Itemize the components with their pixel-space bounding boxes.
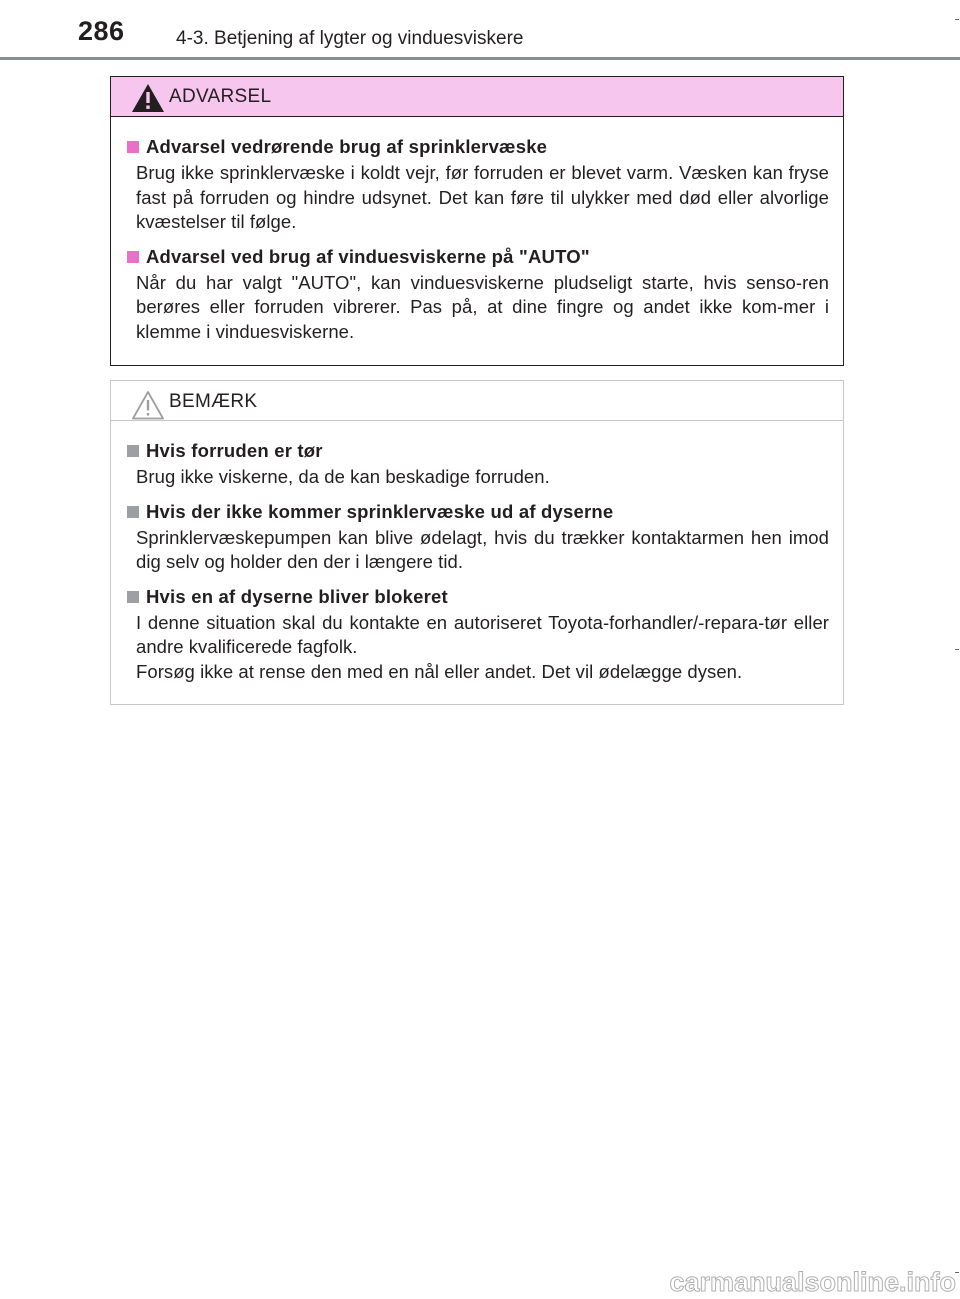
crop-mark [955,19,959,20]
notice-item-title-text: Hvis forruden er tør [146,440,323,461]
warning-item-text: Brug ikke sprinklervæske i koldt vejr, før forruden er blevet varm. Væsken kan fryse fast på forruden og hindre udsynet. Det kan føre til ulykker med død eller alvorlige kvæstelser til følge. [136,162,829,232]
warning-header [111,77,843,117]
notice-item [127,439,829,490]
page-number: 286 [78,16,125,46]
bullet-square-icon [127,506,139,518]
warning-triangle-icon [131,83,165,113]
header-rule [0,57,960,60]
bullet-square-icon [127,141,139,153]
bullet-square-icon [127,445,139,457]
warning-label: ADVARSEL [169,86,272,107]
notice-item [127,500,829,575]
notice-item-text: Brug ikke viskerne, da de kan beskadige forruden. [136,466,550,487]
notice-item-title-text: Hvis en af dyserne bliver blokeret [146,585,448,607]
notice-item-title [127,439,829,463]
warning-body [111,117,843,344]
notice-item-title [127,500,829,524]
warning-item [127,245,829,345]
notice-item-text: Sprinklervæskepumpen kan blive ødelagt, hvis du trækker kontaktarmen hen imod dig selv og holder den der i længere tid. [136,526,829,572]
warning-item [127,135,829,235]
svg-text:carmanualsonline.info: carmanualsonline.info [669,1267,956,1297]
notice-item-text: Forsøg ikke at rense den med en nål eller andet. Det vil ødelægge dysen. [136,660,743,682]
section-title: 4-3. Betjening af lygter og vinduesviskere [176,28,524,49]
notice-item-text: I denne situation skal du kontakte en autoriseret Toyota-forhandler/-repara-tør eller andre kvalificerede fagfolk. [136,611,829,657]
warning-item-title [127,245,829,269]
watermark-logo [630,1264,960,1299]
notice-item-title-text: Hvis der ikke kommer sprinklervæske ud af dyserne [146,500,614,522]
warning-item-title [127,135,829,159]
notice-box [110,380,844,705]
notice-body [111,421,843,684]
bullet-square-icon [127,591,139,603]
crop-mark [955,649,959,650]
warning-item-title-text: Advarsel ved brug af vinduesviskerne på "AUTO" [146,245,590,267]
notice-label: BEMÆRK [169,391,258,412]
warning-box [110,76,844,366]
notice-item [127,585,829,685]
notice-item-title [127,585,829,609]
notice-triangle-icon [131,390,165,420]
notice-header [111,381,843,421]
bullet-square-icon [127,251,139,263]
warning-item-text: Når du har valgt "AUTO", kan vinduesviskerne pludseligt starte, hvis senso-ren berøres eller forruden vibrerer. Pas på, at dine fingre og andet ikke kom-mer i klemme i vinduesviskerne. [136,271,829,342]
warning-item-title-text: Advarsel vedrørende brug af sprinklervæske [146,136,548,157]
